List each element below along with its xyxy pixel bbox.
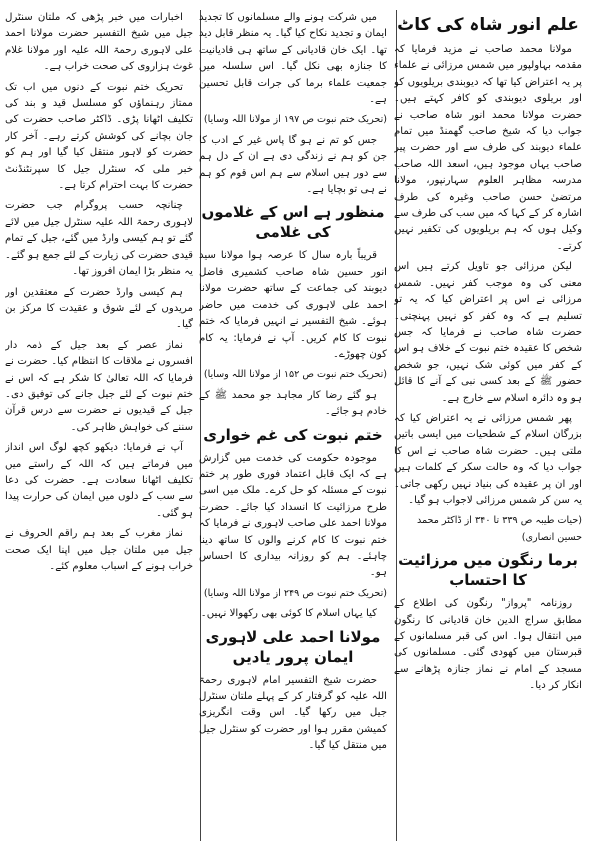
citation: (تحریک ختم نبوت ص ۲۴۹ از مولانا اللہ وسایا) (203, 587, 387, 599)
paragraph: اخبارات میں خبر پڑھی کہ ملتان سنٹرل جیل میں شیخ التفسیر حضرت مولانا احمد علی لاہوری رحمۃ اللہ علیہ اور مولانا غلام غوث ہزاروی کی صحت خراب ہے۔ (5, 12, 193, 73)
citation: (تحریک ختم نبوت ص ۱۵۲ از مولانا اللہ وسایا) (203, 369, 387, 381)
paragraph: جس کو تم نے ہو گا پاس غیر کے ادب کا جن کو ہم نے زندگی دی ہے ان کے دل ہم سے دور ہیں اسلام سے ہم اس قوم کو ہم نے ہی تو بچایا ہے۔ (199, 134, 387, 196)
paragraph: میں شرکت ہونے والے مسلمانوں کا تجدید ایمان و تجدید نکاح کیا گیا۔ یہ منظر قابل دید تھا۔ ایک خان قادیانی کے ساتھ ہی قادیانیت کا جنازہ بھی نکل گیا۔ اس سلسلہ میں جمعیت علماء برما کی جرات قابل تحسین ہے۔ (199, 12, 387, 106)
middle-column (199, 10, 387, 841)
section-heading: منظور ہے اس کے غلاموں کی غلامی (201, 203, 385, 242)
paragraph: موجودہ حکومت کی خدمت میں گزارش ہے کہ ایک قابل اعتماد فوری طور پر ختم نبوت کے مسئلہ کو حل کرے۔ ملک میں اسی طرح مرزائیت کا انسداد کیا جائے۔ حضرت مولانا احمد علی صاحب لاہوری نے فرمایا کہ ختم نبوت کا کام کرنے والوں کا ساتھ دینا چاہئے۔ ہم کو روزانہ بیداری کا احساس ہو۔ (199, 452, 387, 579)
paragraph: حضرت شیخ التفسیر امام لاہوری رحمۃ اللہ علیہ کو گرفتار کر کے پہلے ملتان سنٹرل جیل میں رکھا گیا۔ اس وقت انگریزی کمیشن مقرر ہوا اور حضرت کو سنٹرل جیل میں منتقل کیا گیا۔ (199, 674, 387, 752)
paragraph: نماز مغرب کے بعد ہم راقم الحروف نے جیل میں ملتان جیل میں اپنا ایک صحت خراب ہونے کے اسباب معلوم کئے۔ (5, 528, 193, 572)
paragraph: ہم کیسی وارڈ حضرت کے معتقدین اور مریدوں کے لئے شوق و عقیدت کا مرکز بن گیا۔ (5, 286, 193, 331)
paragraph: ہو گئے رضا کار مجاہد جو محمد ﷺ کے خادم ہو جائے۔ (199, 389, 387, 418)
paragraph: مولانا محمد صاحب نے مزید فرمایا کہ مقدمہ بہاولپور میں شمس مرزائی نے علماء پر یہ اعتراض کیا تھا کہ دیوبندی بریلویوں کو اور بریلوی دیوبندی کو کافر کہتے ہیں۔ حضرت مولانا محمد انور شاہ صاحب نے جواب دیا کہ شیخ صاحب گھمنڈ میں تمام علماء دیوبند کی طرف سے اور حضرت پیر صاحب یہاں موجود ہیں، اسعد اللہ صاحب مدرسہ مظاہر العلوم سہارنپور، مولانا مرتضیٰ حسن صاحب وغیرہ کی طرف اشارہ کر کے کہا کہ میں سب کی طرف سے وکیل ہوں کہ ہم بریلویوں کی تکفیر نہیں کرتے۔ (394, 44, 582, 252)
paragraph: لیکن مرزائی جو تاویل کرتے ہیں اس معنی کی وہ موجب کفر نہیں۔ شمس مرزائی نے اس پر اعتراض کیا کہ یہ تو تسلیم ہے کہ وہ کفر کو نہیں پہنچتی۔ حضرت شاہ صاحب نے فرمایا کہ جس شخص کا عقیدہ ختم نبوت کے خلاف ہو اس کے کفر میں کوئی شک نہیں، جو شخص حضور ﷺ کے بعد کسی نبی کے آنے کا قائل ہو وہ دائرہ اسلام سے خارج ہے۔ (394, 261, 582, 404)
right-column (394, 10, 582, 841)
paragraph: قریباً بارہ سال کا عرصہ ہوا مولانا سید انور حسین شاہ صاحب کشمیری فاضل دیوبند کی جماعت کے ساتھ حضرت مولانا احمد علی لاہوری کی خدمت میں حاضر ہوئے۔ شیخ التفسیر نے انہیں فرمایا کہ ختم نبوت کا کام کریں۔ آپ نے فرمایا: یہ کام کون چھوڑے۔ (199, 250, 387, 360)
citation: (تحریک ختم نبوت ص ۱۹۷ از مولانا اللہ وسایا) (203, 114, 387, 126)
paragraph: پھر شمس مرزائی نے یہ اعتراض کیا کہ بزرگان اسلام کے شطحیات میں ایسی باتیں ملتی ہیں۔ حضرت شاہ صاحب نے اس کا جواب دیا کہ وہ حالت سکر کے کلمات ہیں اور ان پر عقیدہ کی بنیاد نہیں رکھی جاتی۔ یہ سن کر شمس مرزائی لاجواب ہو گیا۔ (394, 412, 582, 506)
section-heading: مولانا احمد علی لاہوری ایمان پرور یادیں (205, 627, 381, 666)
paragraph: آپ نے فرمایا: دیکھو کچھ لوگ اس انداز میں فرماتے ہیں کہ اللہ کے راستے میں تکلیف اٹھانا سعادت ہے۔ حضرت کی دعا سے سب کے دلوں میں ایمان کی حرارت پیدا ہو گئی۔ (5, 442, 193, 519)
section-heading: برما رنگون میں مرزائیت کا احتساب (398, 551, 578, 590)
paragraph: چنانچہ حسب پروگرام جب حضرت لاہوری رحمۃ اللہ علیہ سنٹرل جیل میں لائے گئے تو ہم کیسی وارڈ میں گئے، جیل کے تمام قیدی حضرت کی زیارت کے لئے جمع ہو گئے۔ یہ منظر بڑا ایمان افروز تھا۔ (5, 200, 193, 278)
paragraph: نماز عصر کے بعد جیل کے ذمہ دار افسروں نے ملاقات کا انتظام کیا۔ حضرت نے فرمایا کہ اللہ تعالیٰ کا شکر ہے کہ اس نے ختم نبوت کے لئے جیل جانے کی توفیق دی۔ جیل کے قیدیوں نے حضرت سے درس قرآن سننے کی خواہش ظاہر کی۔ (5, 339, 193, 433)
section-heading: ختم نبوت کی غم خواری (203, 425, 383, 444)
paragraph: کیا یہاں اسلام کا کوئی بھی رکھوالا نہیں۔ (200, 608, 377, 620)
citation: (حیات طیبہ ص ۳۳۹ تا ۳۴۰ از ڈاکٹر محمد حسین انصاری) (416, 515, 582, 543)
left-column (5, 10, 193, 841)
paragraph: روزنامہ "پرواز" رنگون کی اطلاع کے مطابق سراج الدین خان قادیانی کا رنگون میں انتقال ہوا۔ اس کی قبر مسلمانوں کے قبرستان میں کھودی گئی۔ مسلمانوں کی مسجد کے امام نے نماز جنازہ پڑھانے سے انکار کر دیا۔ (394, 598, 582, 692)
paragraph: تحریک ختم نبوت کے دنوں میں اب تک ممتاز رہنماؤں کو مسلسل قید و بند کی تکلیف اٹھانا پڑی۔ ڈاکٹر صاحب حضرت کی جان بچانے کی کوشش کرتے رہے۔ آخر کار حضرت کو لاہور منتقل کیا گیا اور ہم کو خبر ملی کہ سنٹرل جیل کا سپرنٹنڈنٹ حضرت کا بہت احترام کرتا ہے۔ (5, 81, 193, 192)
section-heading: علم انور شاہ کی کاٹ (397, 15, 579, 35)
